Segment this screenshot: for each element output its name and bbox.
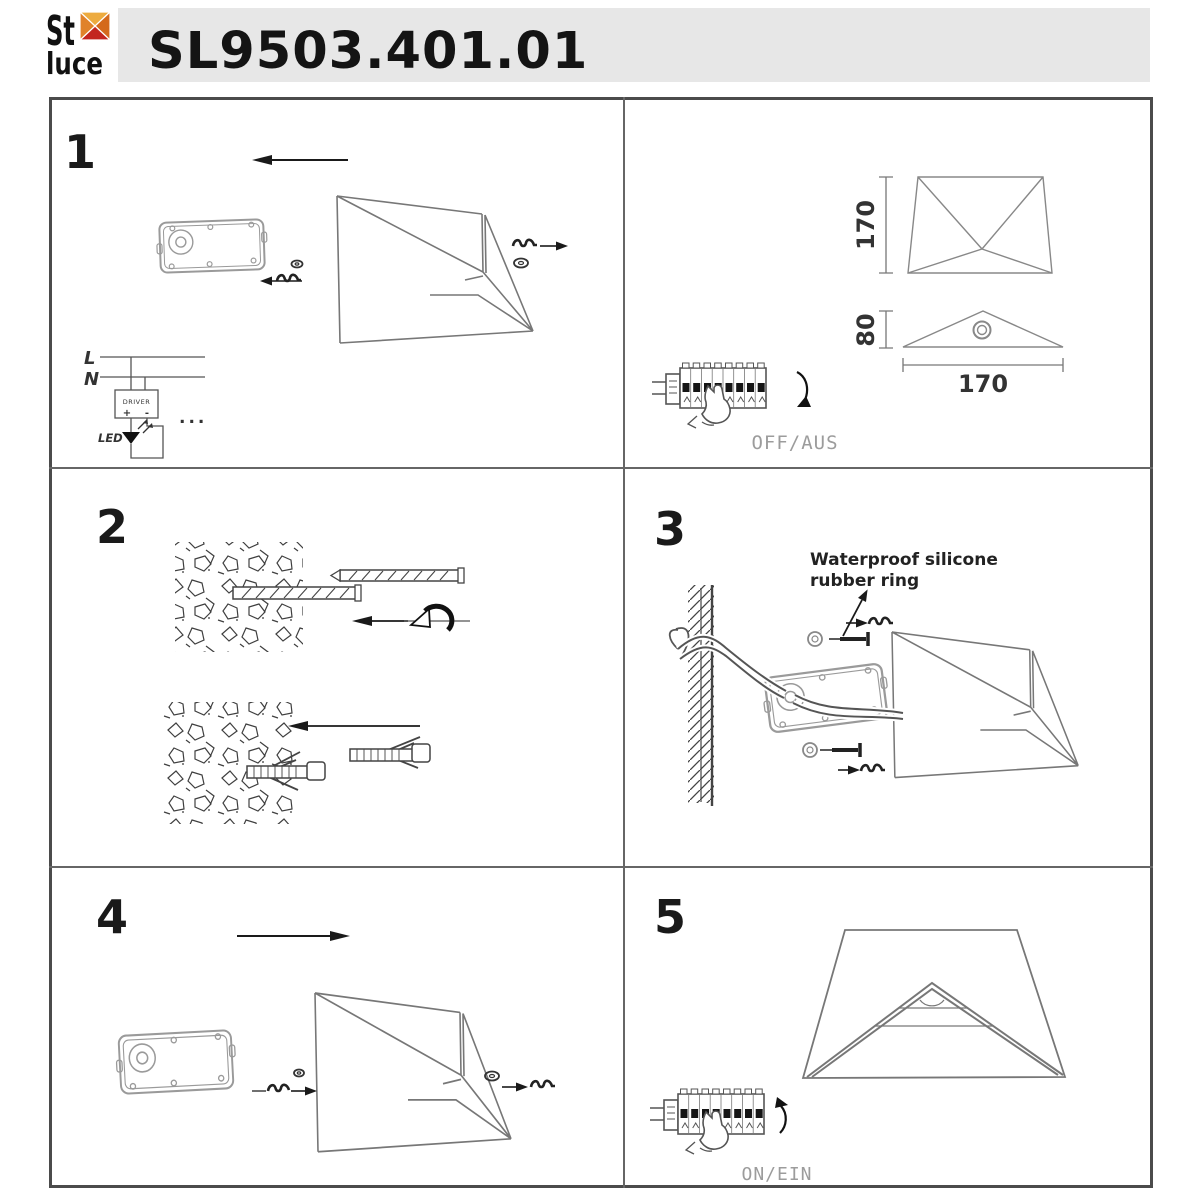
plus-label: + xyxy=(122,408,132,419)
dimension-front-view xyxy=(908,177,1052,273)
step-number: 5 xyxy=(654,890,687,944)
brand-logo xyxy=(46,8,126,78)
wall-anchor-icon xyxy=(350,737,430,768)
step-number: 2 xyxy=(96,500,129,554)
height-label: 170 xyxy=(852,199,880,251)
lamp-underside-view xyxy=(803,930,1065,1078)
screw-icon xyxy=(513,240,556,246)
mounting-plate xyxy=(156,219,268,273)
rotate-arrow-icon xyxy=(404,606,470,630)
wall-section xyxy=(688,585,714,806)
neutral-label: N xyxy=(84,369,100,390)
breaker-switch-icon xyxy=(652,363,766,428)
screw-icon xyxy=(502,1081,555,1087)
step-number: 1 xyxy=(64,125,97,179)
depth-label: 80 xyxy=(852,313,880,347)
live-label: L xyxy=(84,348,96,369)
logo-text-top: St xyxy=(46,8,75,55)
dimension-depth xyxy=(852,311,893,348)
washer-icon xyxy=(803,632,822,757)
width-label: 170 xyxy=(957,370,1009,398)
panel-step3-drawing xyxy=(625,469,1150,866)
wiring-diagram xyxy=(84,348,207,458)
ellipsis: ... xyxy=(179,408,208,428)
screw-icon xyxy=(252,1085,305,1091)
lamp-shade xyxy=(337,196,533,343)
panel-step1-drawing xyxy=(49,100,623,467)
minus-label: - xyxy=(144,408,150,419)
lamp-shade xyxy=(892,632,1078,778)
rotate-down-arrow-icon xyxy=(797,372,811,407)
step-number: 3 xyxy=(654,502,687,556)
callout-arrow-icon xyxy=(843,600,862,636)
machine-screw-icon xyxy=(820,632,868,757)
led-symbol xyxy=(122,419,153,444)
drill-bit-icon xyxy=(331,568,464,583)
logo-square-icon xyxy=(80,12,110,40)
switch-off-label: OFF/AUS xyxy=(751,432,839,454)
nut-icon xyxy=(514,259,528,268)
lamp-shade xyxy=(315,993,511,1152)
logo-text-bottom: luce xyxy=(46,47,103,78)
dimension-width xyxy=(903,358,1063,398)
led-label: LED xyxy=(98,431,123,445)
title-bar xyxy=(118,8,1150,82)
mounting-plate xyxy=(115,1030,237,1094)
screw-icon xyxy=(272,275,302,281)
panel-step4-drawing xyxy=(49,868,623,1185)
panel-dimensions-drawing xyxy=(625,100,1150,467)
step-number: 4 xyxy=(96,890,129,944)
driver-label: DRIVER xyxy=(122,398,151,406)
model-number: SL9503.401.01 xyxy=(148,22,589,81)
nut-icon xyxy=(292,261,303,268)
breaker-switch-icon xyxy=(650,1089,764,1154)
nut-icon xyxy=(294,1070,304,1077)
driver-box xyxy=(115,390,158,419)
callout-line1: Waterproof silicone xyxy=(810,550,998,570)
wall-texture xyxy=(163,702,293,824)
switch-on-label: ON/EIN xyxy=(741,1164,813,1185)
drill-bit-icon xyxy=(233,585,361,601)
panel-step5-drawing xyxy=(625,868,1150,1185)
panel-step2-drawing xyxy=(49,469,623,866)
dimension-height xyxy=(852,177,893,273)
dimension-top-view xyxy=(903,311,1063,347)
rotate-up-arrow-icon xyxy=(775,1097,788,1133)
callout-line2: rubber ring xyxy=(810,571,920,591)
